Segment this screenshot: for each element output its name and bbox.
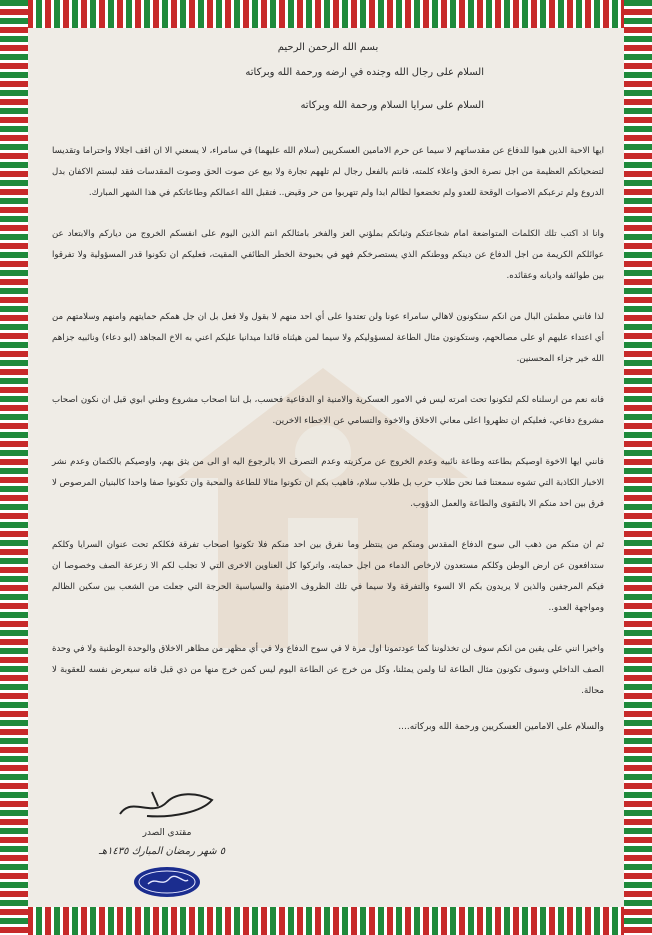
signer-name: مقتدى الصدر: [142, 828, 192, 838]
decorative-border-right: [624, 0, 652, 935]
paragraph: وانا اذ اكتب تلك الكلمات المتواضعة امام شجاعتكم وثباتكم بملؤني العز والفخر بامثالكم انتم الذين اليوم على انفسكم الخروج من دياركم والابتعاد عن عوائلكم الكريمة من اجل الدفاع عن دينكم ووطنكم الذي يستصرخكم فهو في بحبوحة الخطر الطائفي المقيت، فعليكم ان تكونوا قدر المسؤولية ولا تفرقوا بين طوائفه واديانه وعقائده.: [52, 229, 604, 281]
official-stamp: [132, 866, 202, 898]
paragraph: واخيرا انني على يقين من انكم سوف لن تخذلوننا كما عودتمونا اول مرة لا في سوح الدفاع ولا في أي مظهر من مظاهر الاخلاق والوحدة الوطنية ولا في وحدة الصف الداخلي وسوف تكونون مثال الطاعة لنا ولمن يمثلنا، وكل من خرج عن الطاعة اليوم ليس كمن خرج منها من ذي قبل فانه سيعرض نفسه للعقوبة لا محالة.: [52, 644, 604, 696]
decorative-border-left: [0, 0, 28, 935]
paragraph: فانني ايها الاخوة اوصيكم بطاعته وطاعة نائبيه وعدم الخروج عن مركزيته وعدم التصرف الا بالرجوع اليه او الى من يثق بهم، واوصيكم بالكتمان وعدم نشر الاخبار الكاذبة التي تشوه سمعتنا فما نحن طلاب حرب بل طلاب سلام، فاهيب بكم ان تكونوا مثالا للطاعة والمحبة وان تكونوا صفا واحدا كالبنيان المرصوص لا فرق بين احد منكم الا بالتقوى والطاعة والعمل الدؤوب.: [52, 457, 604, 509]
decorative-border-top: [0, 0, 652, 28]
paragraph: ايها الاحبة الذين هبوا للدفاع عن مقدساتهم لا سيما عن حرم الامامين العسكريين (سلام الله عليهما) في سامراء، لا يسعني الا ان اقف اجلالا واحتراما وتقديسا لتضحياتكم العظيمة من اجل نصرة الحق واعلاء كلمته، فانتم بالفعل رجال لم تلههم تجارة ولا بيع عن صوت الحق وصوت المقدسات فقد لبستم الاكفان بدل الدروع ولم ترعبكم الاصوات الوقحة للعدو ولم تخضعوا لظالم ابدا ولم تتهربوا من حر وقيض.. فتقبل الله اعمالكم وطاعاتكم في هذا الشهر المبارك.: [52, 146, 604, 198]
date-line: ٥ شهر رمضان المبارك ١٤٣٥هـ: [98, 846, 226, 857]
basmala: بسم الله الرحمن الرحيم: [277, 42, 379, 53]
letter-sheet: [28, 28, 624, 907]
decorative-border-bottom: [0, 907, 652, 935]
paragraph: لذا فانني مطمئن البال من انكم ستكونون لاهالي سامراء عونا ولن تعتدوا على أي احد منهم لا بقول ولا فعل بل ان جل همكم حمايتهم وامنهم وسلامتهم من أي اعتداء عليهم او على مصالحهم، وستكونون مثال الطاعة لمسؤوليكم ولا سيما لمن هيئناه قائدا ميدانيا عليكم اعني به الاخ المجاهد (ابو دعاء) ونائبيه جزاهم الله خير جزاء المحسنين.: [52, 312, 604, 364]
letter-body: [52, 42, 604, 732]
paragraph: ثم ان منكم من ذهب الى سوح الدفاع المقدس ومنكم من ينتظر وما نفرق بين احد منكم فلا تكونوا اصحاب تفرقة فكلكم تحت عنوان السرايا وكلكم ستدافعون عن ارض الوطن وكلكم مستعدون لارخاص الدماء من اجل حمايته، واتركوا كل العناوين الاخرى التي لا تجلب لكم الا زعزعة الصف وخصوصا ان فيكم المرجفين والذين لا يريدون بكم الا السوء والتفرقة ولا سيما في تلك الظروف الامنية والسياسية الحرجة التي جعلت من الشعب بين سكين الظالم ومواجهة العدو..: [52, 540, 604, 613]
greeting-line-2: السلام على سرايا السلام ورحمة الله وبركاته: [300, 100, 484, 111]
greeting-line: السلام على رجال الله وجنده في ارضه ورحمة الله وبركاته: [245, 67, 484, 78]
closing-line: والسلام على الامامين العسكريين ورحمة الله وبركاته....: [398, 722, 604, 732]
handwritten-signature: [112, 788, 222, 824]
signature-block: [62, 788, 252, 898]
paragraph: فانه نعم من ارسلناه لكم لتكونوا تحت امرته ليس في الامور العسكرية والامنية او الدفاعية فحسب، بل اننا اصحاب مشروع وطني ابوي قبل ان نكون اصحاب مشروع دفاعي، فعليكم ان تظهروا اعلى معاني الاخلاق والاخوة والتسامي عن الاخطاء الاخرين.: [52, 395, 604, 426]
